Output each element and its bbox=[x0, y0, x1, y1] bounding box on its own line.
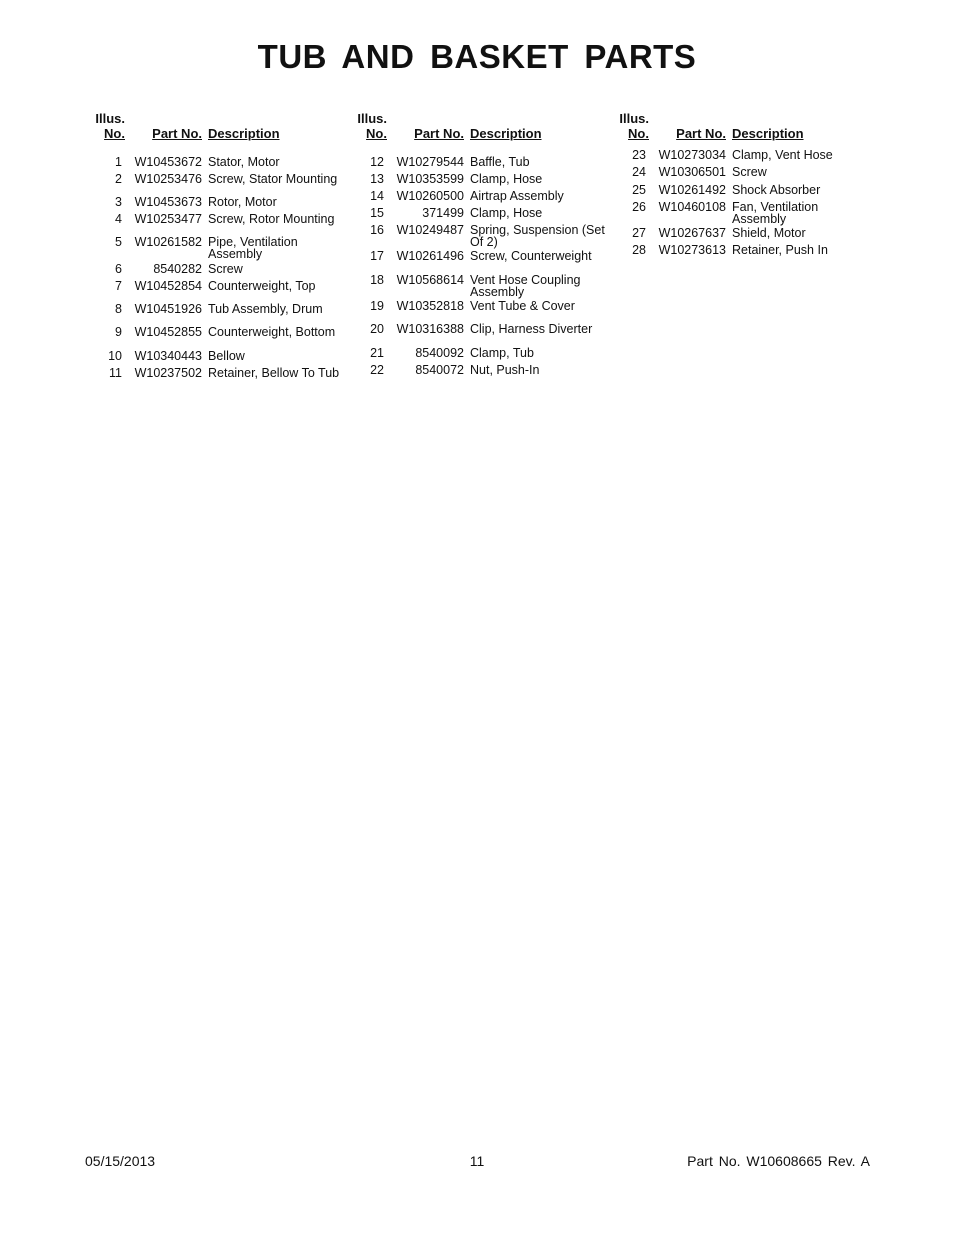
illus-no: 9 bbox=[115, 325, 122, 339]
part-description: Tub Assembly, Drum bbox=[208, 302, 323, 316]
illus-no: 11 bbox=[109, 366, 122, 380]
illus-no: 14 bbox=[370, 189, 384, 203]
illus-no: 13 bbox=[370, 172, 384, 186]
part-description: Fan, Ventilation Assembly bbox=[732, 200, 819, 226]
illus-no: 26 bbox=[632, 200, 646, 214]
header-part-no: Part No. bbox=[676, 126, 726, 141]
header-no: No. bbox=[366, 126, 387, 141]
header-no: No. bbox=[104, 126, 125, 141]
part-number: W10353599 bbox=[396, 172, 464, 186]
illus-no: 6 bbox=[115, 262, 122, 276]
illus-no: 5 bbox=[115, 235, 122, 249]
header-part-no: Part No. bbox=[414, 126, 464, 141]
illus-no: 23 bbox=[632, 148, 646, 162]
illus-no: 22 bbox=[370, 363, 384, 377]
part-description: Vent Tube & Cover bbox=[470, 299, 575, 313]
illus-no: 3 bbox=[115, 195, 122, 209]
part-number: 8540072 bbox=[415, 363, 464, 377]
parts-column-1 bbox=[88, 111, 350, 380]
part-description: Rotor, Motor bbox=[208, 195, 277, 209]
part-number: W10249487 bbox=[396, 223, 464, 237]
part-number: W10273034 bbox=[658, 148, 726, 162]
illus-no: 17 bbox=[370, 249, 384, 263]
part-description: Airtrap Assembly bbox=[470, 189, 564, 203]
part-number: W10253476 bbox=[134, 172, 202, 186]
header-part-no: Part No. bbox=[152, 126, 202, 141]
part-number: W10260500 bbox=[396, 189, 464, 203]
part-number: W10451926 bbox=[134, 302, 202, 316]
part-description: Counterweight, Top bbox=[208, 279, 316, 293]
page-title: TUB AND BASKET PARTS bbox=[257, 38, 697, 75]
part-description: Screw, Rotor Mounting bbox=[208, 212, 335, 226]
illus-no: 15 bbox=[370, 206, 384, 220]
part-number: W10273613 bbox=[658, 243, 726, 257]
part-description: Nut, Push-In bbox=[470, 363, 540, 377]
illus-no: 25 bbox=[632, 183, 646, 197]
illus-no: 4 bbox=[115, 212, 122, 226]
part-number: W10460108 bbox=[658, 200, 726, 214]
part-number: 8540092 bbox=[415, 346, 464, 360]
illus-no: 28 bbox=[632, 243, 646, 257]
illus-no: 24 bbox=[632, 165, 646, 179]
header-illus: Illus. bbox=[95, 111, 125, 126]
table-header bbox=[612, 111, 874, 145]
footer-part-number: Part No. W10608665 Rev. A bbox=[687, 1153, 870, 1169]
header-illus: Illus. bbox=[357, 111, 387, 126]
part-description: Retainer, Push In bbox=[732, 243, 828, 257]
header-illus: Illus. bbox=[619, 111, 649, 126]
illus-no: 10 bbox=[108, 349, 122, 363]
part-number: W10261492 bbox=[658, 183, 726, 197]
illus-no: 1 bbox=[115, 155, 122, 169]
part-number: W10261496 bbox=[396, 249, 464, 263]
part-description: Baffle, Tub bbox=[470, 155, 530, 169]
header-description: Description bbox=[470, 126, 542, 141]
part-number: W10306501 bbox=[658, 165, 726, 179]
part-number: W10568614 bbox=[396, 273, 464, 287]
part-number: 8540282 bbox=[153, 262, 202, 276]
part-description: Screw bbox=[208, 262, 243, 276]
part-description: Clamp, Hose bbox=[470, 206, 543, 220]
part-description: Counterweight, Bottom bbox=[208, 325, 336, 339]
illus-no: 20 bbox=[370, 322, 384, 336]
part-description: Clip, Harness Diverter bbox=[470, 322, 593, 336]
footer-date: 05/15/2013 bbox=[85, 1153, 156, 1169]
part-description: Bellow bbox=[208, 349, 245, 363]
part-number: W10316388 bbox=[396, 322, 464, 336]
part-number: W10453672 bbox=[134, 155, 202, 169]
part-description: Pipe, Ventilation Assembly bbox=[208, 235, 298, 261]
header-description: Description bbox=[208, 126, 280, 141]
part-number: W10279544 bbox=[396, 155, 464, 169]
part-description: Stator, Motor bbox=[208, 155, 280, 169]
parts-column-2 bbox=[350, 111, 612, 377]
illus-no: 12 bbox=[370, 155, 384, 169]
part-number: 371499 bbox=[422, 206, 464, 220]
illus-no: 27 bbox=[632, 226, 646, 240]
part-number: W10340443 bbox=[134, 349, 202, 363]
part-number: W10452855 bbox=[134, 325, 202, 339]
part-number: W10267637 bbox=[658, 226, 726, 240]
footer-page-number: 11 bbox=[469, 1153, 485, 1169]
table-header bbox=[350, 111, 612, 145]
table-header bbox=[88, 111, 350, 145]
part-description: Vent Hose Coupling Assembly bbox=[470, 273, 581, 299]
illus-no: 8 bbox=[115, 302, 122, 316]
illus-no: 16 bbox=[370, 223, 384, 237]
part-description: Screw, Stator Mounting bbox=[208, 172, 338, 186]
part-description: Clamp, Vent Hose bbox=[732, 148, 833, 162]
illus-no: 21 bbox=[370, 346, 384, 360]
illus-no: 18 bbox=[370, 273, 384, 287]
illus-no: 19 bbox=[370, 299, 384, 313]
part-number: W10237502 bbox=[134, 366, 202, 380]
part-description: Screw, Counterweight bbox=[470, 249, 592, 263]
part-number: W10253477 bbox=[134, 212, 202, 226]
part-description: Clamp, Hose bbox=[470, 172, 543, 186]
header-no: No. bbox=[628, 126, 649, 141]
part-description: Retainer, Bellow To Tub bbox=[208, 366, 340, 380]
part-description: Spring, Suspension (Set Of 2) bbox=[470, 223, 605, 249]
part-number: W10352818 bbox=[396, 299, 464, 313]
part-number: W10261582 bbox=[134, 235, 202, 249]
illus-no: 2 bbox=[115, 172, 122, 186]
part-number: W10452854 bbox=[134, 279, 202, 293]
part-description: Shock Absorber bbox=[732, 183, 821, 197]
part-description: Screw bbox=[732, 165, 767, 179]
part-description: Shield, Motor bbox=[732, 226, 806, 240]
illus-no: 7 bbox=[115, 279, 122, 293]
part-number: W10453673 bbox=[134, 195, 202, 209]
part-description: Clamp, Tub bbox=[470, 346, 534, 360]
header-description: Description bbox=[732, 126, 804, 141]
parts-column-3 bbox=[612, 111, 874, 257]
